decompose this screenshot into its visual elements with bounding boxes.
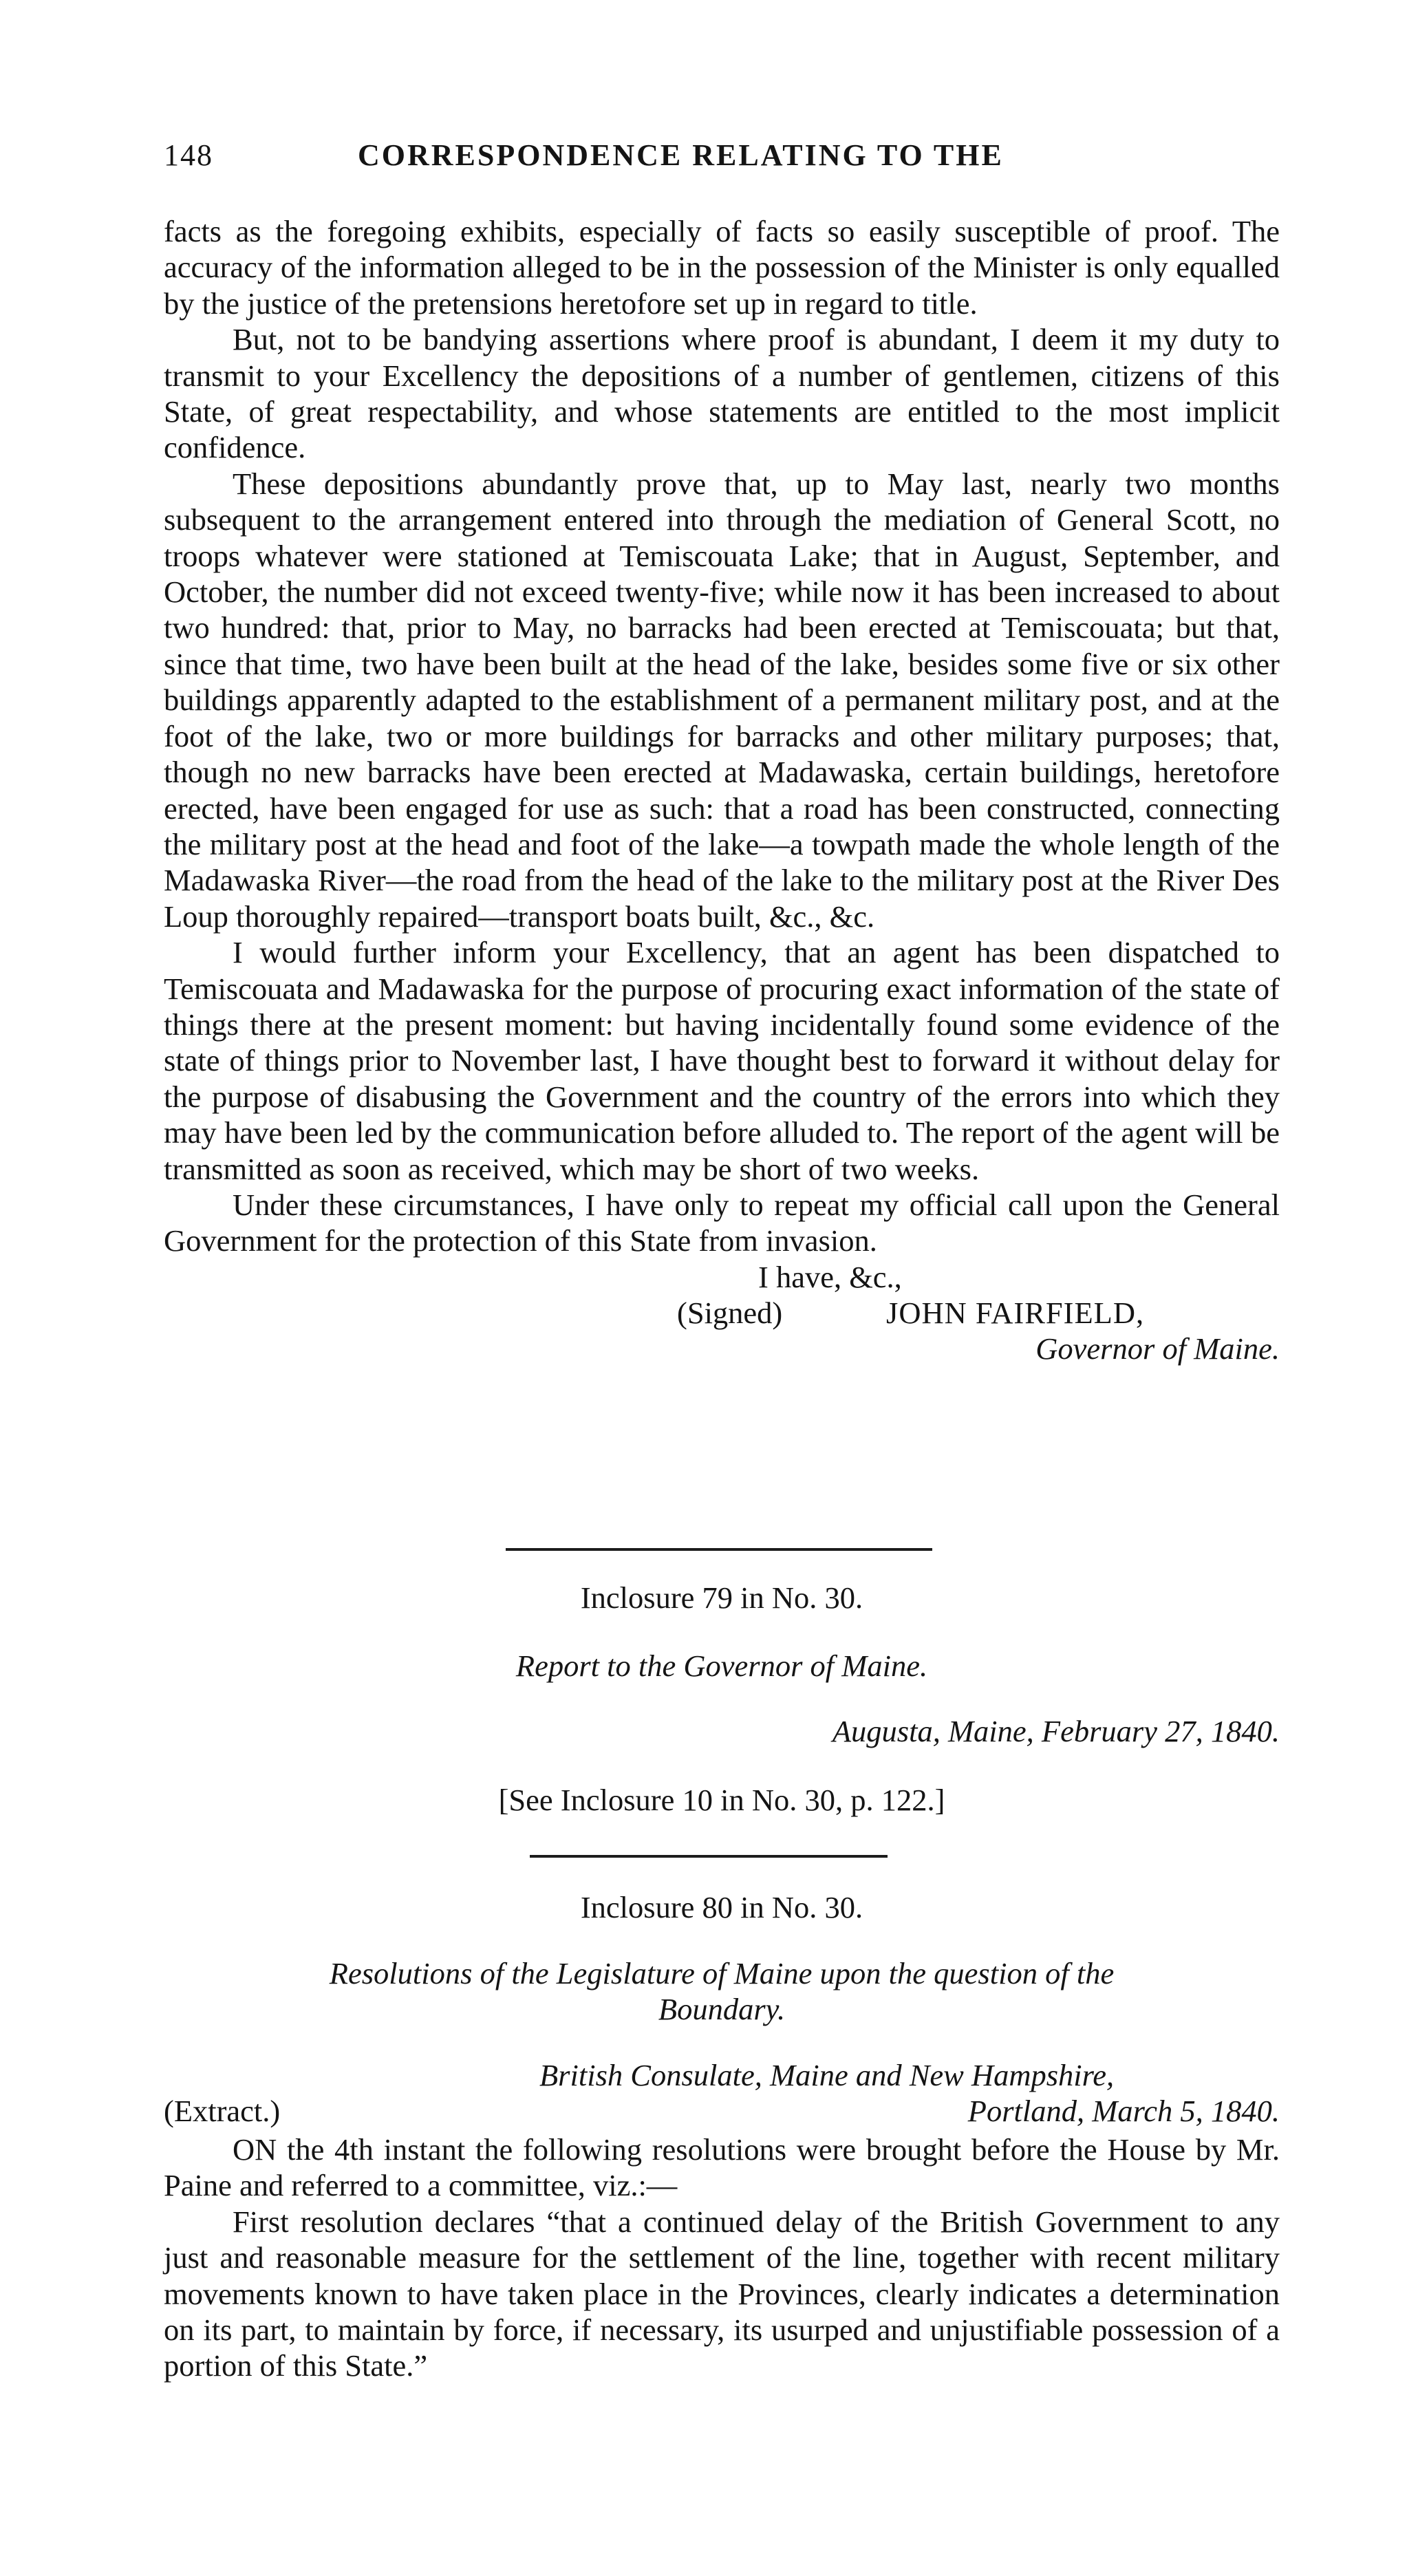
closing-line: I have, &c., [758, 1259, 902, 1294]
extract-label: (Extract.) [164, 2094, 281, 2128]
section-divider-2 [530, 1855, 888, 1858]
inclosure-80-paragraph-2: First resolution declares “that a continued delay of the British Government to any just and reasonable measure for the settlement of the line, together with recent military movements known to have taken place in the Provinces, clearly indicates a determination on its part, to maintain by force, if necessary, its usurped and unjustifiable possession of a portion of this State.” [164, 2204, 1280, 2383]
inclosure-79-dateline: Augusta, Maine, February 27, 1840. [832, 1714, 1280, 1748]
inclosure-80-title-line-1: Resolutions of the Legislature of Maine upon the question of the [329, 1956, 1115, 1990]
signed-label: (Signed) [677, 1295, 783, 1330]
letter-body [164, 213, 1280, 1369]
signer-name: JOHN FAIRFIELD, [886, 1295, 1145, 1330]
inclosure-80-dateline: Portland, March 5, 1840. [967, 2094, 1280, 2128]
letter-paragraph-4: I would further inform your Excellency, that an agent has been dispatched to Temiscouata and Madawaska for the purpose of procuring exact information of the state of things there at the present moment: but having incidentally found some evidence of the state of things prior to November last, I have thought best to forward it without delay for the purpose of disabusing the Government and the country of the errors into which they may have been led by the communication before alluded to. The report of the agent will be transmitted as soon as received, which may be short of two weeks. [164, 935, 1280, 1186]
inclosure-79-heading: Inclosure 79 in No. 30. [580, 1580, 863, 1615]
signer-office: Governor of Maine. [1035, 1331, 1280, 1366]
page-number: 148 [164, 138, 213, 172]
inclosure-80-place: British Consulate, Maine and New Hampshire, [539, 2058, 1115, 2092]
letter-paragraph-3: These depositions abundantly prove that, up to May last, nearly two months subsequent to the arrangement entered into through the mediation of General Scott, no troops whatever were stationed at Temiscouata Lake; that in August, September, and October, the number did not exceed twenty-five; while now it has been increased to about two hundred: that, prior to May, no barracks had been erected at Temiscouata; but that, since that time, two have been built at the head of the lake, besides some five or six other buildings apparently adapted to the establishment of a permanent military post, and at the foot of the lake, two or more buildings for barracks and other military purposes; that, though no new barracks have been erected at Madawaska, certain buildings, heretofore erected, have been engaged for use as such: that a road has been constructed, connecting the military post at the head and foot of the lake—a towpath made the whole length of the Madawaska River—the road from the head of the lake to the military post at the River Des Loup thoroughly repaired—transport boats built, &c., &c. [164, 466, 1280, 934]
page-header [164, 138, 1292, 186]
section-divider-1 [506, 1548, 932, 1551]
inclosure-80-title-line-2: Boundary. [658, 1992, 786, 2027]
inclosure-79-title: Report to the Governor of Maine. [515, 1649, 928, 1683]
inclosure-80-title [164, 1955, 1280, 2028]
inclosure-80-dateline-block [164, 2057, 1280, 2133]
inclosure-80-paragraph-1: ON the 4th instant the following resolutions were brought before the House by Mr. Paine and referred to a committee, viz.:— [164, 2132, 1280, 2203]
inclosure-80-body [164, 2132, 1280, 2384]
letter-paragraph-1: facts as the foregoing exhibits, especially of facts so easily susceptible of proof. The accuracy of the information alleged to be in the possession of the Minister is only equalled by the justice of the pretensions heretofore set up in regard to title. [164, 214, 1280, 321]
inclosure-79-reference: [See Inclosure 10 in No. 30, p. 122.] [498, 1783, 945, 1817]
running-title: CORRESPONDENCE RELATING TO THE [358, 138, 1004, 172]
letter-paragraph-5: Under these circumstances, I have only to repeat my official call upon the General Government for the protection of this State from invasion. [164, 1187, 1280, 1258]
letter-paragraph-2: But, not to be bandying assertions where proof is abundant, I deem it my duty to transmit to your Excellency the depositions of a number of gentlemen, citizens of this State, of great respectability, and whose statements are entitled to the most implicit confidence. [164, 322, 1280, 465]
signature-block [164, 1259, 1280, 1369]
inclosure-80-heading: Inclosure 80 in No. 30. [580, 1890, 863, 1924]
